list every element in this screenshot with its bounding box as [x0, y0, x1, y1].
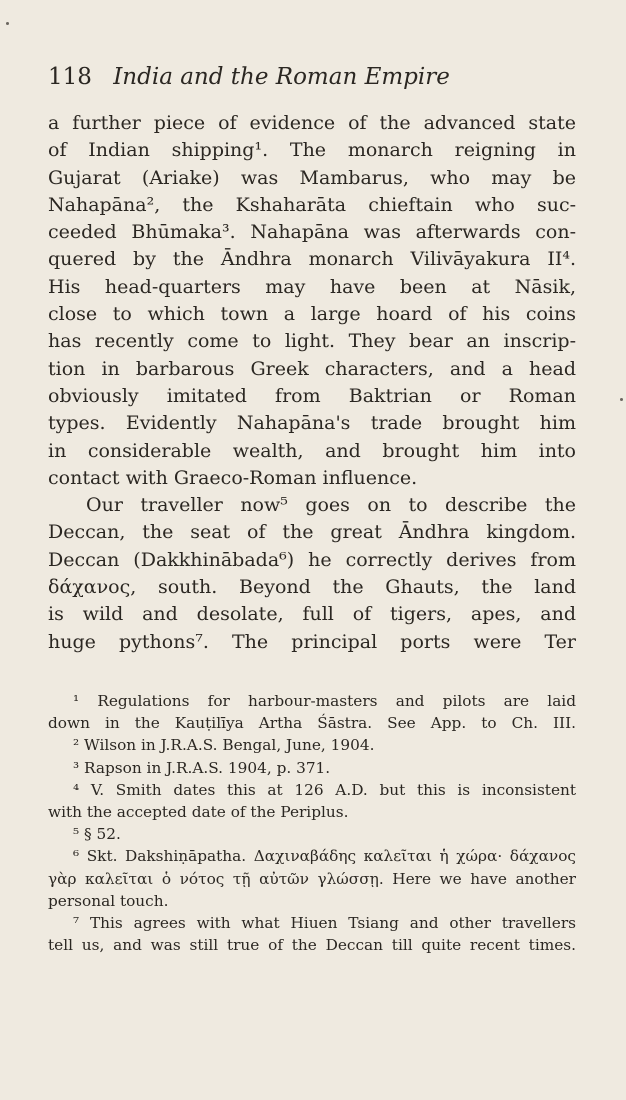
- footnote-line: personal touch.: [48, 891, 169, 910]
- footnote-line: tell us, and was still true of the Deccan till quite recent times.: [48, 936, 576, 955]
- footnote-line: with the accepted date of the Periplus.: [48, 802, 349, 821]
- text-line: δάχανος, south. Beyond the Ghauts, the land: [48, 576, 576, 599]
- text-line: His head-quarters may have been at Nāsik,: [48, 275, 576, 298]
- footnote-line: down in the Kauṭilīya Artha Śāstra. See App. to Ch. III.: [48, 714, 576, 733]
- text-line: Gujarat (Ariake) was Mambarus, who may be: [48, 166, 576, 189]
- text-line: types. Evidently Nahapāna's trade brought him: [48, 412, 576, 435]
- body-text: [48, 110, 576, 656]
- text-line: quered by the Āndhra monarch Vilivāyakura II⁴.: [48, 248, 576, 271]
- text-line: obviously imitated from Baktrian or Roman: [48, 384, 576, 407]
- text-line: close to which town a large hoard of his coins: [48, 303, 576, 326]
- text-line: Deccan (Dakkhinābada⁶) he correctly derives from: [48, 548, 576, 571]
- text-line: of Indian shipping¹. The monarch reigning in: [48, 139, 576, 162]
- footnote-line: ¹ Regulations for harbour-masters and pilots are laid: [73, 692, 576, 710]
- text-line: tion in barbarous Greek characters, and a head: [48, 357, 576, 380]
- footnote-line: ⁷ This agrees with what Hiuen Tsiang and other travellers: [73, 913, 576, 932]
- footnote-line: ⁵ § 52.: [73, 825, 121, 844]
- footnote-line: γὰρ καλεῖται ὁ νότος τῇ αὐτῶν γλώσσῃ. Here we have another: [48, 869, 576, 888]
- footnote-line: ² Wilson in J.R.A.S. Bengal, June, 1904.: [73, 736, 375, 755]
- text-line: Our traveller now⁵ goes on to describe the: [86, 494, 576, 517]
- text-line: in considerable wealth, and brought him into: [48, 439, 576, 462]
- text-line: contact with Graeco-Roman influence.: [48, 466, 418, 489]
- footnote-line: ³ Rapson in J.R.A.S. 1904, p. 371.: [73, 758, 331, 777]
- running-title: India and the Roman Empire: [113, 64, 450, 90]
- running-head: [48, 62, 576, 92]
- text-line: has recently come to light. They bear an inscrip-: [48, 330, 576, 353]
- text-line: Deccan, the seat of the great Āndhra kingdom.: [48, 521, 576, 544]
- text-line: a further piece of evidence of the advanced state: [48, 112, 576, 134]
- footnote-line: ⁶ Skt. Dakshiṇāpatha. Δαχιναβάδης καλεῖται ἡ χώρα· δάχανος: [73, 847, 576, 866]
- paper-speck: [6, 22, 9, 25]
- footnotes: [48, 690, 576, 956]
- paper-speck: [620, 398, 623, 401]
- footnote-line: ⁴ V. Smith dates this at 126 A.D. but this is inconsistent: [73, 780, 576, 799]
- text-line: huge pythons⁷. The principal ports were Ter: [48, 630, 576, 653]
- text-line: is wild and desolate, full of tigers, apes, and: [48, 603, 576, 626]
- text-line: ceeded Bhūmaka³. Nahapāna was afterwards con-: [48, 221, 576, 244]
- text-line: Nahapāna², the Kshaharāta chieftain who suc-: [48, 193, 576, 216]
- page-number: 118: [48, 64, 92, 90]
